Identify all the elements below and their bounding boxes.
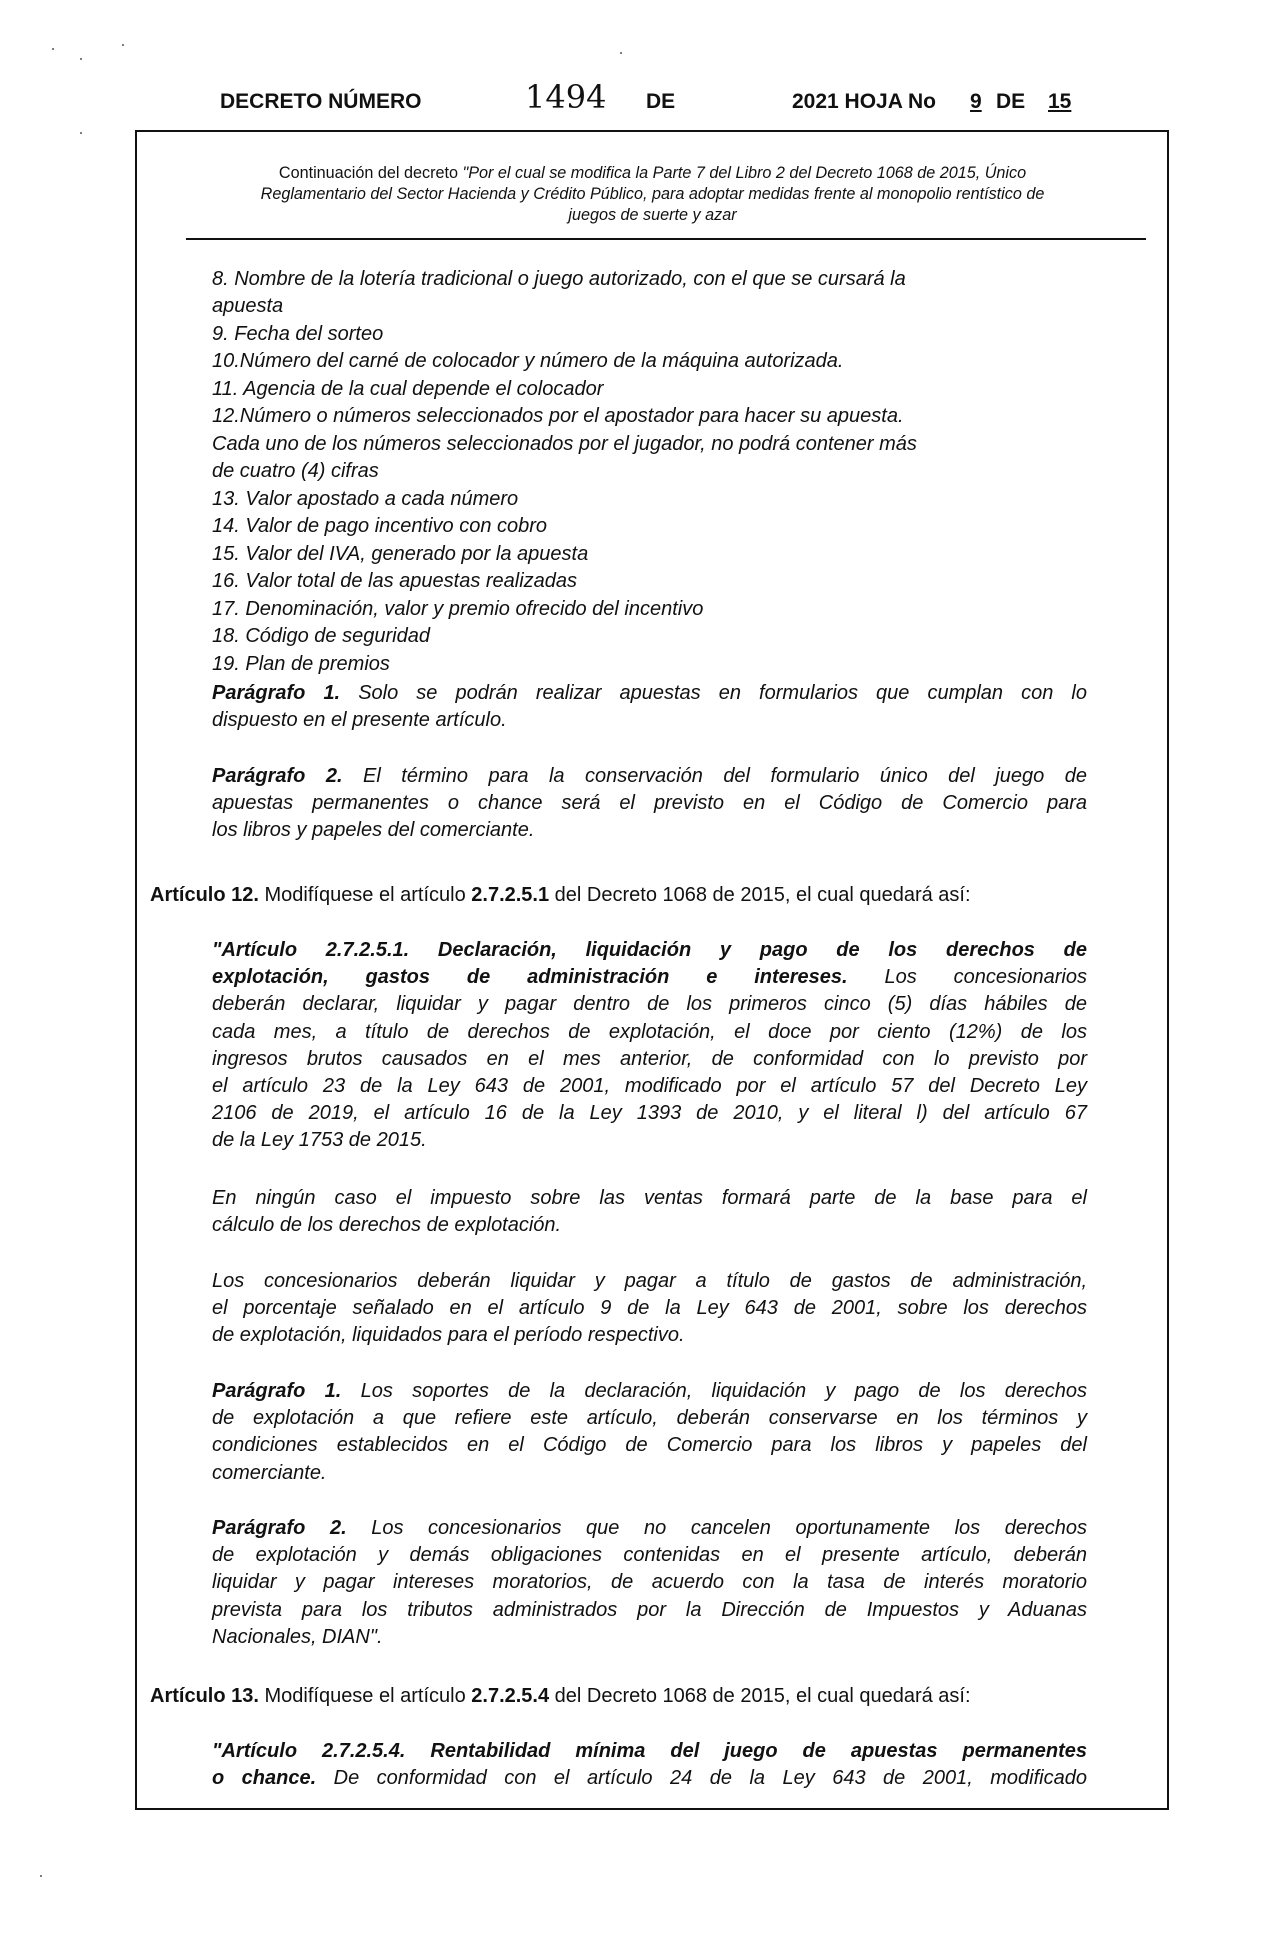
article-text: cálculo de los derechos de explotación.	[212, 1214, 562, 1237]
de-label-2: DE	[996, 90, 1026, 113]
article-text: condiciones establecidos en el Código de Comercio para los libros y papeles del	[212, 1434, 1087, 1457]
continuation-title-2: Reglamentario del Sector Hacienda y Crédito Público, para adoptar medidas frente al monopolio rentístico de	[260, 185, 1045, 203]
article-paragraph	[212, 1185, 1087, 1239]
article-text: comerciante.	[212, 1461, 327, 1484]
article-text: de explotación y demás obligaciones contenidas en el presente artículo, deberán	[212, 1544, 1087, 1567]
list-item: 8. Nombre de la lotería tradicional o juego autorizado, con el que se cursará la	[212, 268, 906, 290]
article-2-7-2-5-1	[212, 937, 1087, 1155]
paragrafo-1-list	[212, 680, 1087, 734]
article-text: Modifíquese el artículo	[258, 884, 472, 906]
article-title: "Artículo 2.7.2.5.4. Rentabilidad mínima del juego de apuestas permanentes	[212, 1740, 1087, 1762]
article-title: "Artículo 2.7.2.5.1. Declaración, liquidación y pago de los derechos de	[212, 939, 1087, 961]
article-text: el porcentaje señalado en el artículo 9 de la Ley 643 de 2001, sobre los derechos	[212, 1297, 1087, 1320]
article-text: Los concesionarios deberán liquidar y pagar a título de gastos de administración,	[212, 1270, 1087, 1292]
article-paragraph	[212, 1268, 1087, 1350]
scan-speck	[80, 132, 82, 134]
paragrafo-text: apuestas permanentes o chance será el previsto en el Código de Comercio para	[212, 792, 1087, 815]
article-text: cada mes, a título de derechos de explotación, el doce por ciento (12%) de los	[212, 1020, 1087, 1043]
article-text: del Decreto 1068 de 2015, el cual quedará así:	[549, 884, 971, 906]
list-item: 18. Código de seguridad	[212, 625, 430, 647]
paragrafo-label: Parágrafo 2.	[212, 765, 343, 787]
sheet-number: 9	[970, 90, 982, 113]
scan-speck	[80, 58, 82, 60]
continuation-line-1	[180, 163, 1125, 184]
continuation-title-3: juegos de suerte y azar	[568, 206, 737, 224]
paragrafo-label: Parágrafo 2.	[212, 1517, 347, 1539]
article-text: liquidar y pagar intereses moratorios, de acuerdo con la tasa de interés moratorio	[212, 1571, 1087, 1594]
article-title: explotación, gastos de administración e intereses.	[212, 966, 848, 989]
paragrafo-2-list	[212, 763, 1087, 845]
article-13-heading	[150, 1685, 971, 1708]
article-paragrafo-1	[212, 1378, 1087, 1487]
article-label: Artículo 13.	[150, 1685, 259, 1707]
article-text: En ningún caso el impuesto sobre las ventas formará parte de la base para el	[212, 1187, 1087, 1209]
article-text: Los soportes de la declaración, liquidación y pago de los derechos	[341, 1380, 1088, 1402]
paragrafo-text: El término para la conservación del formulario único del juego de	[342, 765, 1087, 787]
paragrafo-label: Parágrafo 1.	[212, 1380, 342, 1402]
article-text: del Decreto 1068 de 2015, el cual quedará así:	[549, 1685, 971, 1707]
paragrafo-label: Parágrafo 1.	[212, 682, 341, 704]
scan-speck	[52, 48, 54, 50]
article-text: 2106 de 2019, el artículo 16 de la Ley 1393 de 2010, y el literal l) del artículo 67	[212, 1102, 1087, 1125]
continuation-block	[180, 163, 1125, 226]
list-item: de cuatro (4) cifras	[212, 460, 379, 482]
decree-header	[220, 78, 1090, 122]
list-item: 12.Número o números seleccionados por el apostador para hacer su apuesta.	[212, 405, 904, 427]
year-sheet-label: 2021 HOJA No	[792, 90, 936, 113]
article-text: deberán declarar, liquidar y pagar dentro de los primeros cinco (5) días hábiles de	[212, 993, 1087, 1016]
list-item: Cada uno de los números seleccionados por el jugador, no podrá contener más	[212, 433, 917, 455]
continuation-title-1: "Por el cual se modifica la Parte 7 del Libro 2 del Decreto 1068 de 2015, Único	[462, 164, 1027, 182]
article-text: Modifíquese el artículo	[258, 1685, 472, 1707]
decree-label: DECRETO NÚMERO	[220, 90, 422, 113]
article-text: Los concesionarios que no cancelen oportunamente los derechos	[346, 1517, 1087, 1539]
list-item: 9. Fecha del sorteo	[212, 323, 384, 345]
paragrafo-text: Solo se podrán realizar apuestas en formularios que cumplan con lo	[340, 682, 1087, 704]
article-2-7-2-5-4	[212, 1738, 1087, 1792]
list-item: 13. Valor apostado a cada número	[212, 488, 519, 510]
article-text: ingresos brutos causados en el mes anterior, de conformidad con lo previsto por	[212, 1047, 1087, 1070]
article-text: Los concesionarios	[847, 966, 1087, 989]
article-text: De conformidad con el artículo 24 de la Ley 643 de 2001, modificado	[316, 1767, 1087, 1790]
article-label: Artículo 12.	[150, 884, 259, 906]
paragrafo-text: los libros y papeles del comerciante.	[212, 819, 535, 842]
list-item: 16. Valor total de las apuestas realizadas	[212, 570, 578, 592]
article-paragrafo-2	[212, 1515, 1087, 1651]
article-text: de explotación a que refiere este artículo, deberán conservarse en los términos y	[212, 1407, 1087, 1430]
list-item: apuesta	[212, 295, 284, 317]
article-12-heading	[150, 884, 971, 907]
article-text: de explotación, liquidados para el período respectivo.	[212, 1324, 685, 1347]
list-item: 14. Valor de pago incentivo con cobro	[212, 515, 548, 537]
scan-speck	[122, 44, 124, 46]
scan-speck	[40, 1875, 42, 1877]
article-ref: 2.7.2.5.1	[471, 884, 550, 906]
article-text: prevista para los tributos administrados por la Dirección de Impuestos y Aduanas	[212, 1598, 1087, 1621]
article-text: Nacionales, DIAN".	[212, 1625, 383, 1648]
article-text: de la Ley 1753 de 2015.	[212, 1129, 427, 1152]
article-title: o chance.	[212, 1767, 317, 1790]
total-sheets: 15	[1048, 90, 1072, 113]
continuation-rule	[186, 238, 1146, 240]
paragrafo-text: dispuesto en el presente artículo.	[212, 709, 507, 732]
continuation-prefix: Continuación del decreto	[278, 164, 458, 182]
list-item: 19. Plan de premios	[212, 653, 390, 675]
list-item: 10.Número del carné de colocador y número de la máquina autorizada.	[212, 350, 844, 372]
list-item: 15. Valor del IVA, generado por la apuesta	[212, 543, 589, 565]
decree-number: 1494	[525, 78, 607, 116]
article-text: el artículo 23 de la Ley 643 de 2001, modificado por el artículo 57 del Decreto Ley	[212, 1075, 1087, 1098]
de-label: DE	[646, 90, 676, 113]
scan-speck	[620, 52, 622, 54]
list-item: 11. Agencia de la cual depende el colocador	[212, 378, 604, 400]
article-ref: 2.7.2.5.4	[471, 1685, 550, 1707]
list-item: 17. Denominación, valor y premio ofrecido del incentivo	[212, 598, 704, 620]
